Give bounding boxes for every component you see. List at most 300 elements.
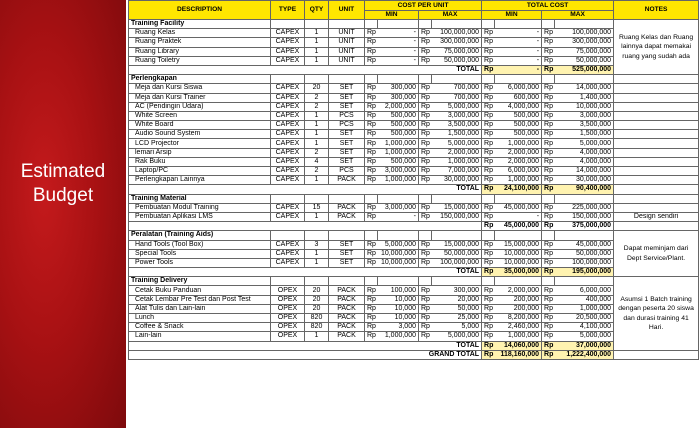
row-total-max: 50,000,000 <box>555 56 614 65</box>
row-total-min: 1,000,000 <box>495 176 542 185</box>
table-row <box>129 203 699 212</box>
row-unit-max: 30,000,000 <box>432 176 482 185</box>
row-description: Audio Sound System <box>129 130 271 139</box>
row-unit-max-currency: Rp <box>419 295 432 304</box>
section-total-max-currency: Rp <box>542 341 555 350</box>
row-type: CAPEX <box>271 130 305 139</box>
row-unit-min-currency: Rp <box>365 203 378 212</box>
row-total-max-currency: Rp <box>542 47 555 56</box>
empty-cell <box>614 176 699 185</box>
row-unit: SET <box>329 93 365 102</box>
grand-total-label: GRAND TOTAL <box>129 350 482 359</box>
row-total-max: 1,500,000 <box>555 130 614 139</box>
empty-cell <box>378 277 419 286</box>
row-total-max: 4,100,000 <box>555 323 614 332</box>
row-total-min-currency: Rp <box>482 102 495 111</box>
row-total-max-currency: Rp <box>542 56 555 65</box>
section-total-min: 45,000,000 <box>495 222 542 231</box>
row-total-min: - <box>495 38 542 47</box>
row-total-min: 200,000 <box>495 304 542 313</box>
empty-cell <box>614 102 699 111</box>
row-unit-max-currency: Rp <box>419 38 432 47</box>
row-unit-max-currency: Rp <box>419 212 432 221</box>
row-total-min: 6,000,000 <box>495 167 542 176</box>
row-unit-min-currency: Rp <box>365 38 378 47</box>
row-unit-max-currency: Rp <box>419 56 432 65</box>
section-total-min: - <box>495 65 542 74</box>
row-description: Hand Tools (Tool Box) <box>129 240 271 249</box>
row-unit-min: 3,000,000 <box>378 203 419 212</box>
row-unit-min-currency: Rp <box>365 93 378 102</box>
row-unit: PACK <box>329 304 365 313</box>
row-total-min-currency: Rp <box>482 38 495 47</box>
row-qty: 1 <box>305 212 329 221</box>
empty-cell <box>305 75 329 84</box>
row-unit-max-currency: Rp <box>419 139 432 148</box>
row-type: CAPEX <box>271 56 305 65</box>
empty-cell <box>365 231 378 240</box>
row-unit-max-currency: Rp <box>419 332 432 341</box>
row-unit: UNIT <box>329 56 365 65</box>
row-unit: SET <box>329 249 365 258</box>
row-unit-min: 5,000,000 <box>378 240 419 249</box>
col-header-total-cost: TOTAL COST <box>482 1 614 11</box>
row-unit-max: 5,000 <box>432 323 482 332</box>
row-unit: SET <box>329 130 365 139</box>
row-total-max: 150,000,000 <box>555 212 614 221</box>
empty-cell <box>432 75 482 84</box>
row-total-max: 14,000,000 <box>555 84 614 93</box>
row-total-min: 500,000 <box>495 121 542 130</box>
row-unit-min: - <box>378 47 419 56</box>
row-unit: PACK <box>329 295 365 304</box>
row-qty: 1 <box>305 258 329 267</box>
row-type: CAPEX <box>271 29 305 38</box>
row-unit-max: 5,000,000 <box>432 102 482 111</box>
row-qty: 1 <box>305 111 329 120</box>
row-qty: 1 <box>305 38 329 47</box>
empty-cell <box>495 194 542 203</box>
row-type: CAPEX <box>271 47 305 56</box>
empty-cell <box>555 231 614 240</box>
row-type: OPEX <box>271 332 305 341</box>
section-total-label: TOTAL <box>129 65 482 74</box>
empty-cell <box>329 231 365 240</box>
row-total-max-currency: Rp <box>542 93 555 102</box>
row-unit-min-currency: Rp <box>365 240 378 249</box>
row-qty: 820 <box>305 314 329 323</box>
row-unit-max: 1,500,000 <box>432 130 482 139</box>
budget-table <box>128 0 699 360</box>
row-unit-min: 2,000,000 <box>378 102 419 111</box>
table-row <box>129 139 699 148</box>
row-unit-max: 100,000,000 <box>432 258 482 267</box>
row-total-min-currency: Rp <box>482 139 495 148</box>
section-total-max: 195,000,000 <box>555 268 614 277</box>
row-unit: PACK <box>329 314 365 323</box>
row-unit-max-currency: Rp <box>419 47 432 56</box>
section-total-min: 24,100,000 <box>495 185 542 194</box>
row-type: CAPEX <box>271 203 305 212</box>
row-total-min: 600,000 <box>495 93 542 102</box>
empty-cell <box>555 75 614 84</box>
empty-cell <box>542 277 555 286</box>
row-unit-max: 50,000,000 <box>432 56 482 65</box>
row-total-max-currency: Rp <box>542 212 555 221</box>
row-total-min-currency: Rp <box>482 295 495 304</box>
row-unit-min: 300,000 <box>378 93 419 102</box>
row-unit-min-currency: Rp <box>365 56 378 65</box>
empty-cell <box>614 194 699 203</box>
row-total-max-currency: Rp <box>542 111 555 120</box>
empty-cell <box>329 75 365 84</box>
row-type: CAPEX <box>271 102 305 111</box>
row-total-min-currency: Rp <box>482 84 495 93</box>
empty-cell <box>614 93 699 102</box>
row-qty: 3 <box>305 240 329 249</box>
table-row <box>129 323 699 332</box>
row-unit-min-currency: Rp <box>365 295 378 304</box>
row-unit-max-currency: Rp <box>419 323 432 332</box>
empty-cell <box>495 20 542 29</box>
empty-cell <box>482 231 495 240</box>
section-total-min-currency: Rp <box>482 65 495 74</box>
row-unit-min: - <box>378 29 419 38</box>
row-unit: SET <box>329 139 365 148</box>
row-description: Special Tools <box>129 249 271 258</box>
row-description: Ruang Toiletry <box>129 56 271 65</box>
empty-cell <box>271 20 305 29</box>
section-total-label: TOTAL <box>129 185 482 194</box>
row-unit-max-currency: Rp <box>419 176 432 185</box>
row-total-min: 2,000,000 <box>495 148 542 157</box>
empty-cell <box>614 203 699 212</box>
row-unit: SET <box>329 157 365 166</box>
empty-cell <box>271 231 305 240</box>
row-unit-min: 1,000,000 <box>378 148 419 157</box>
row-unit-max: 700,000 <box>432 93 482 102</box>
row-unit-max-currency: Rp <box>419 286 432 295</box>
row-description: AC (Pendingin Udara) <box>129 102 271 111</box>
row-total-min-currency: Rp <box>482 212 495 221</box>
empty-cell <box>614 185 699 194</box>
col-header-cost-per-unit: COST PER UNIT <box>365 1 482 11</box>
row-total-min: 15,000,000 <box>495 240 542 249</box>
row-total-max-currency: Rp <box>542 121 555 130</box>
row-unit-max: 2,000,000 <box>432 148 482 157</box>
row-unit-min: 1,000,000 <box>378 332 419 341</box>
row-unit-min: 10,000,000 <box>378 258 419 267</box>
row-unit-max: 700,000 <box>432 84 482 93</box>
row-total-max-currency: Rp <box>542 304 555 313</box>
row-unit-min-currency: Rp <box>365 47 378 56</box>
row-unit-max-currency: Rp <box>419 29 432 38</box>
section-title-row <box>129 194 699 203</box>
row-unit-max: 3,000,000 <box>432 111 482 120</box>
row-unit-max: 20,000 <box>432 295 482 304</box>
row-qty: 820 <box>305 323 329 332</box>
row-unit-min: 500,000 <box>378 157 419 166</box>
row-unit-max: 1,000,000 <box>432 157 482 166</box>
budget-table-container <box>128 0 700 428</box>
row-unit-max-currency: Rp <box>419 314 432 323</box>
row-total-max: 4,000,000 <box>555 148 614 157</box>
row-unit-min-currency: Rp <box>365 212 378 221</box>
row-qty: 1 <box>305 176 329 185</box>
row-total-max: 100,000,000 <box>555 29 614 38</box>
row-total-max: 50,000,000 <box>555 249 614 258</box>
section-total-min-currency: Rp <box>482 268 495 277</box>
row-description: Alat Tulis dan Lain-lain <box>129 304 271 313</box>
section-total-row <box>129 341 699 350</box>
row-unit-min: - <box>378 212 419 221</box>
table-row <box>129 121 699 130</box>
section-total-max-currency: Rp <box>542 222 555 231</box>
table-row <box>129 295 699 304</box>
row-total-min: 500,000 <box>495 130 542 139</box>
empty-cell <box>614 75 699 84</box>
empty-cell <box>378 231 419 240</box>
row-unit-max-currency: Rp <box>419 240 432 249</box>
row-total-min-currency: Rp <box>482 157 495 166</box>
row-total-max-currency: Rp <box>542 203 555 212</box>
row-total-max-currency: Rp <box>542 286 555 295</box>
row-unit-min-currency: Rp <box>365 111 378 120</box>
row-type: OPEX <box>271 314 305 323</box>
row-total-max-currency: Rp <box>542 258 555 267</box>
row-total-max-currency: Rp <box>542 314 555 323</box>
row-unit-max-currency: Rp <box>419 102 432 111</box>
row-total-min-currency: Rp <box>482 111 495 120</box>
row-total-min: 10,000,000 <box>495 258 542 267</box>
empty-cell <box>329 20 365 29</box>
row-unit-min: 1,000,000 <box>378 139 419 148</box>
grand-total-max-currency: Rp <box>542 350 555 359</box>
table-row <box>129 167 699 176</box>
row-total-max: 1,000,000 <box>555 304 614 313</box>
row-description: LCD Projector <box>129 139 271 148</box>
row-total-max-currency: Rp <box>542 130 555 139</box>
row-unit-max: 25,000 <box>432 314 482 323</box>
row-total-max-currency: Rp <box>542 323 555 332</box>
empty-cell <box>305 194 329 203</box>
table-row <box>129 93 699 102</box>
row-unit-max-currency: Rp <box>419 258 432 267</box>
slide-title: Estimated Budget <box>20 161 106 206</box>
section-title: Training Facility <box>129 20 271 29</box>
row-unit: SET <box>329 148 365 157</box>
row-qty: 20 <box>305 286 329 295</box>
row-total-min: 200,000 <box>495 295 542 304</box>
row-total-min-currency: Rp <box>482 203 495 212</box>
row-unit-min-currency: Rp <box>365 258 378 267</box>
section-title-row <box>129 20 699 29</box>
row-unit-min-currency: Rp <box>365 176 378 185</box>
col-header-description: DESCRIPTION <box>129 1 271 20</box>
row-description: Pembuatan Modul Training <box>129 203 271 212</box>
section-total-max-currency: Rp <box>542 268 555 277</box>
row-total-min-currency: Rp <box>482 304 495 313</box>
empty-cell <box>542 75 555 84</box>
row-type: CAPEX <box>271 258 305 267</box>
row-description: Meja dan Kursi Siswa <box>129 84 271 93</box>
row-unit: PACK <box>329 203 365 212</box>
table-row <box>129 314 699 323</box>
empty-cell <box>305 20 329 29</box>
empty-cell <box>495 75 542 84</box>
row-unit-max-currency: Rp <box>419 121 432 130</box>
row-unit-min: 1,000,000 <box>378 176 419 185</box>
col-header-qty: QTY <box>305 1 329 20</box>
row-total-max-currency: Rp <box>542 332 555 341</box>
section-title: Perlengkapan <box>129 75 271 84</box>
row-total-max: 225,000,000 <box>555 203 614 212</box>
row-total-max-currency: Rp <box>542 167 555 176</box>
empty-cell <box>271 75 305 84</box>
row-type: OPEX <box>271 286 305 295</box>
empty-cell <box>614 167 699 176</box>
section-total-label <box>129 222 482 231</box>
empty-cell <box>542 231 555 240</box>
section-total-max: 37,000,000 <box>555 341 614 350</box>
table-row <box>129 130 699 139</box>
row-unit-min-currency: Rp <box>365 130 378 139</box>
row-unit-min-currency: Rp <box>365 102 378 111</box>
empty-cell <box>365 20 378 29</box>
row-total-max-currency: Rp <box>542 84 555 93</box>
row-total-min: 4,000,000 <box>495 102 542 111</box>
row-unit: SET <box>329 258 365 267</box>
row-type: CAPEX <box>271 111 305 120</box>
row-total-min: - <box>495 212 542 221</box>
empty-cell <box>555 277 614 286</box>
col-header-type: TYPE <box>271 1 305 20</box>
row-unit-max: 100,000,000 <box>432 29 482 38</box>
row-type: CAPEX <box>271 38 305 47</box>
row-unit-min-currency: Rp <box>365 167 378 176</box>
section-total-row <box>129 65 699 74</box>
row-qty: 2 <box>305 93 329 102</box>
table-row <box>129 258 699 267</box>
empty-cell <box>555 20 614 29</box>
table-row <box>129 286 699 295</box>
section-note: Dapat meminjam dari Dept Service/Plant. <box>614 231 699 277</box>
section-total-label: TOTAL <box>129 341 482 350</box>
row-type: CAPEX <box>271 157 305 166</box>
empty-cell <box>614 111 699 120</box>
row-description: lemari Arsip <box>129 148 271 157</box>
row-unit-max-currency: Rp <box>419 304 432 313</box>
row-unit-min-currency: Rp <box>365 157 378 166</box>
row-description: White Board <box>129 121 271 130</box>
table-row <box>129 102 699 111</box>
grand-total-min-currency: Rp <box>482 350 495 359</box>
row-total-min: 2,460,000 <box>495 323 542 332</box>
empty-cell <box>614 157 699 166</box>
row-total-max: 75,000,000 <box>555 47 614 56</box>
section-title-row <box>129 75 699 84</box>
section-note: Asumsi 1 Batch training dengan peserta 20 siswa dan durasi training 41 Hari. <box>614 277 699 351</box>
empty-cell <box>271 194 305 203</box>
row-unit-min: 500,000 <box>378 130 419 139</box>
table-row <box>129 304 699 313</box>
row-unit-min-currency: Rp <box>365 148 378 157</box>
row-type: OPEX <box>271 295 305 304</box>
row-total-min: 500,000 <box>495 111 542 120</box>
row-total-max-currency: Rp <box>542 139 555 148</box>
row-unit-max-currency: Rp <box>419 111 432 120</box>
row-unit: PACK <box>329 212 365 221</box>
row-unit: SET <box>329 84 365 93</box>
empty-cell <box>329 194 365 203</box>
section-total-max-currency: Rp <box>542 185 555 194</box>
empty-cell <box>365 194 378 203</box>
empty-cell <box>482 20 495 29</box>
table-row <box>129 157 699 166</box>
empty-cell <box>614 84 699 93</box>
section-total-min-currency: Rp <box>482 185 495 194</box>
table-row <box>129 111 699 120</box>
row-unit-min: 3,000,000 <box>378 167 419 176</box>
row-total-min: 6,000,000 <box>495 84 542 93</box>
row-total-max: 4,000,000 <box>555 157 614 166</box>
row-total-max: 5,000,000 <box>555 139 614 148</box>
row-unit-min: 500,000 <box>378 121 419 130</box>
row-total-max-currency: Rp <box>542 29 555 38</box>
row-qty: 1 <box>305 249 329 258</box>
row-qty: 20 <box>305 84 329 93</box>
row-total-min-currency: Rp <box>482 130 495 139</box>
row-unit-min: - <box>378 56 419 65</box>
row-unit-max: 15,000,000 <box>432 240 482 249</box>
row-unit-min-currency: Rp <box>365 286 378 295</box>
row-unit-min: - <box>378 38 419 47</box>
section-total-row <box>129 185 699 194</box>
row-unit-max: 15,000,000 <box>432 203 482 212</box>
row-unit: PCS <box>329 121 365 130</box>
row-qty: 2 <box>305 148 329 157</box>
empty-cell <box>329 277 365 286</box>
row-total-min: 45,000,000 <box>495 203 542 212</box>
row-unit-min-currency: Rp <box>365 29 378 38</box>
table-row <box>129 29 699 38</box>
empty-cell <box>495 277 542 286</box>
row-unit-max-currency: Rp <box>419 93 432 102</box>
row-total-min-currency: Rp <box>482 148 495 157</box>
row-unit-max-currency: Rp <box>419 130 432 139</box>
row-qty: 20 <box>305 304 329 313</box>
empty-cell <box>305 231 329 240</box>
section-total-min-currency: Rp <box>482 222 495 231</box>
section-title: Training Delivery <box>129 277 271 286</box>
empty-cell <box>419 231 432 240</box>
row-total-min: - <box>495 47 542 56</box>
grand-total-row <box>129 350 699 359</box>
empty-cell <box>271 277 305 286</box>
row-type: CAPEX <box>271 148 305 157</box>
row-total-min-currency: Rp <box>482 286 495 295</box>
row-unit-max-currency: Rp <box>419 157 432 166</box>
empty-cell <box>419 20 432 29</box>
row-total-max: 5,000,000 <box>555 332 614 341</box>
row-description: Power Tools <box>129 258 271 267</box>
row-type: CAPEX <box>271 249 305 258</box>
row-total-min: 2,000,000 <box>495 157 542 166</box>
table-row <box>129 332 699 341</box>
row-unit-min: 10,000 <box>378 304 419 313</box>
row-unit: PCS <box>329 111 365 120</box>
table-row <box>129 240 699 249</box>
